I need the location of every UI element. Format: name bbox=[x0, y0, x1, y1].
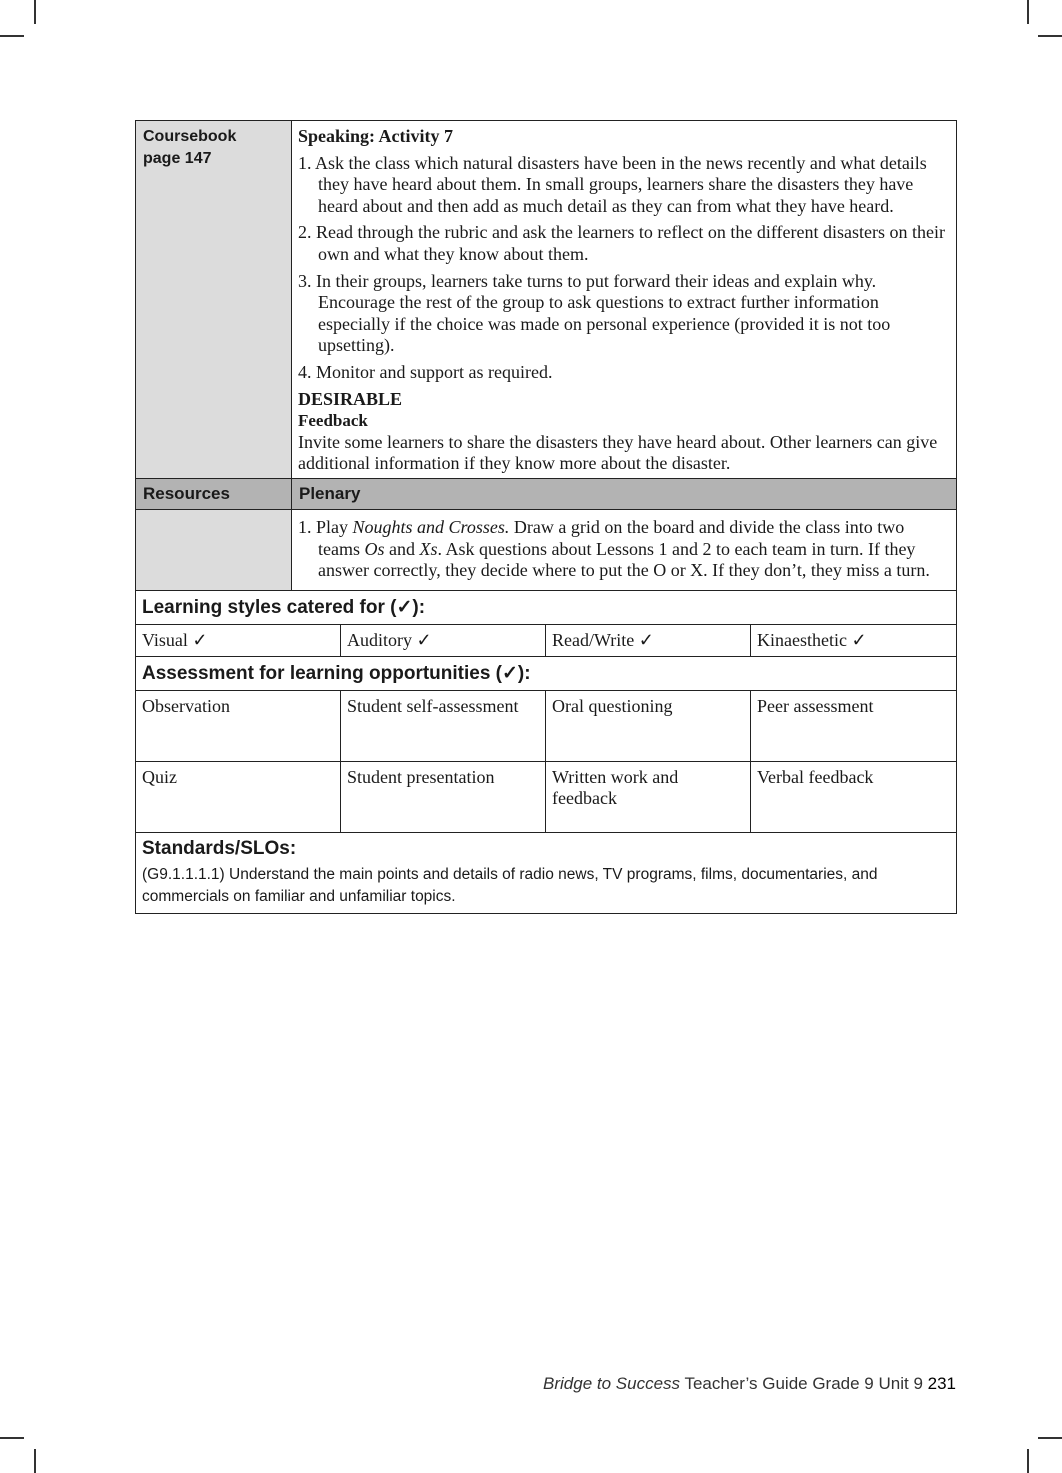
team-xs: Xs bbox=[419, 538, 438, 559]
standards-text: (G9.1.1.1.1) Understand the main points and details of radio news, TV programs, films, documentaries, and commercials on familiar and unfamiliar topics. bbox=[142, 865, 878, 905]
crop-mark bbox=[1038, 1437, 1062, 1439]
assessment-item: Quiz bbox=[136, 761, 341, 832]
team-os: Os bbox=[364, 538, 385, 559]
crop-mark bbox=[0, 1437, 24, 1439]
plenary-step bbox=[298, 517, 950, 582]
activity-step: 3. In their groups, learners take turns to put forward their ideas and explain why. Encourage the rest of the group to ask questions to extract further information especially if the choice was made on personal experience (provided it is not too upsetting). bbox=[298, 270, 891, 356]
feedback-text: Invite some learners to share the disasters they have heard about. Other learners can give additional information if they know more about the disaster. bbox=[298, 431, 938, 474]
plenary-step-prefix: 1. Play bbox=[298, 516, 353, 537]
activity-cell bbox=[292, 121, 957, 479]
assessment-item: Peer assessment bbox=[751, 690, 957, 761]
coursebook-page: page 147 bbox=[143, 150, 212, 167]
book-title: Bridge to Success bbox=[543, 1374, 681, 1393]
crop-mark bbox=[1038, 35, 1062, 37]
assessment-item: Student presentation bbox=[341, 761, 546, 832]
learning-style-item: Auditory ✓ bbox=[341, 624, 546, 656]
learning-style-item: Kinaesthetic ✓ bbox=[751, 624, 957, 656]
plenary-heading: Plenary bbox=[292, 478, 957, 509]
assessment-header-row bbox=[136, 656, 957, 690]
crop-mark bbox=[1027, 0, 1029, 24]
assessment-row bbox=[136, 761, 957, 832]
activity-step: 4. Monitor and support as required. bbox=[298, 361, 553, 382]
assessment-item: Verbal feedback bbox=[751, 761, 957, 832]
game-name: Noughts and Crosses. bbox=[352, 516, 510, 537]
activity-title: Speaking: Activity 7 bbox=[298, 126, 454, 146]
resources-heading: Resources bbox=[136, 478, 292, 509]
learning-style-item: Visual ✓ bbox=[136, 624, 341, 656]
learning-style-item: Read/Write ✓ bbox=[546, 624, 751, 656]
resources-cell bbox=[136, 509, 292, 590]
crop-mark bbox=[0, 35, 24, 37]
crop-mark bbox=[34, 1449, 36, 1473]
assessment-heading: Assessment for learning opportunities (✓): bbox=[136, 656, 957, 690]
crop-mark bbox=[34, 0, 36, 24]
standards-row bbox=[136, 832, 957, 913]
plenary-cell bbox=[292, 509, 957, 590]
page-number: 231 bbox=[927, 1374, 956, 1393]
activity-step: 1. Ask the class which natural disasters have been in the news recently and what details they have heard about them. In small groups, learners share the disasters they have heard about and then add as much detail as they can from what they have heard. bbox=[298, 152, 927, 216]
page-footer bbox=[543, 1374, 956, 1394]
plenary-steps bbox=[298, 517, 950, 582]
assessment-row bbox=[136, 690, 957, 761]
plenary-body-row bbox=[136, 509, 957, 590]
plenary-step-mid: Draw a grid on the board and divide the class into two teams bbox=[318, 516, 905, 559]
standards-cell bbox=[136, 832, 957, 913]
assessment-item: Oral questioning bbox=[546, 690, 751, 761]
guide-text: Teacher’s Guide Grade 9 Unit 9 bbox=[680, 1374, 928, 1393]
learning-styles-row bbox=[136, 624, 957, 656]
crop-mark bbox=[1027, 1449, 1029, 1473]
plenary-header-row bbox=[136, 478, 957, 509]
activity-row bbox=[136, 121, 957, 479]
desirable-label: DESIRABLE bbox=[298, 388, 403, 409]
assessment-item: Written work and feedback bbox=[546, 761, 751, 832]
plenary-step-rest: . Ask questions about Lessons 1 and 2 to each team in turn. If they answer correctly, they decide where to put the O or X. If they don’t, they miss a turn. bbox=[318, 538, 930, 581]
lesson-plan-table bbox=[135, 120, 957, 914]
standards-heading: Standards/SLOs: bbox=[142, 837, 297, 859]
assessment-item: Observation bbox=[136, 690, 341, 761]
learning-styles-header-row bbox=[136, 590, 957, 624]
activity-steps bbox=[298, 153, 950, 384]
plenary-and: and bbox=[384, 538, 420, 559]
coursebook-label: Coursebook bbox=[143, 128, 237, 145]
feedback-label: Feedback bbox=[298, 411, 368, 431]
assessment-item: Student self-assessment bbox=[341, 690, 546, 761]
coursebook-cell bbox=[136, 121, 292, 479]
learning-styles-heading: Learning styles catered for (✓): bbox=[136, 590, 957, 624]
activity-step: 2. Read through the rubric and ask the learners to reflect on the different disasters on their own and what they know about them. bbox=[298, 222, 945, 264]
